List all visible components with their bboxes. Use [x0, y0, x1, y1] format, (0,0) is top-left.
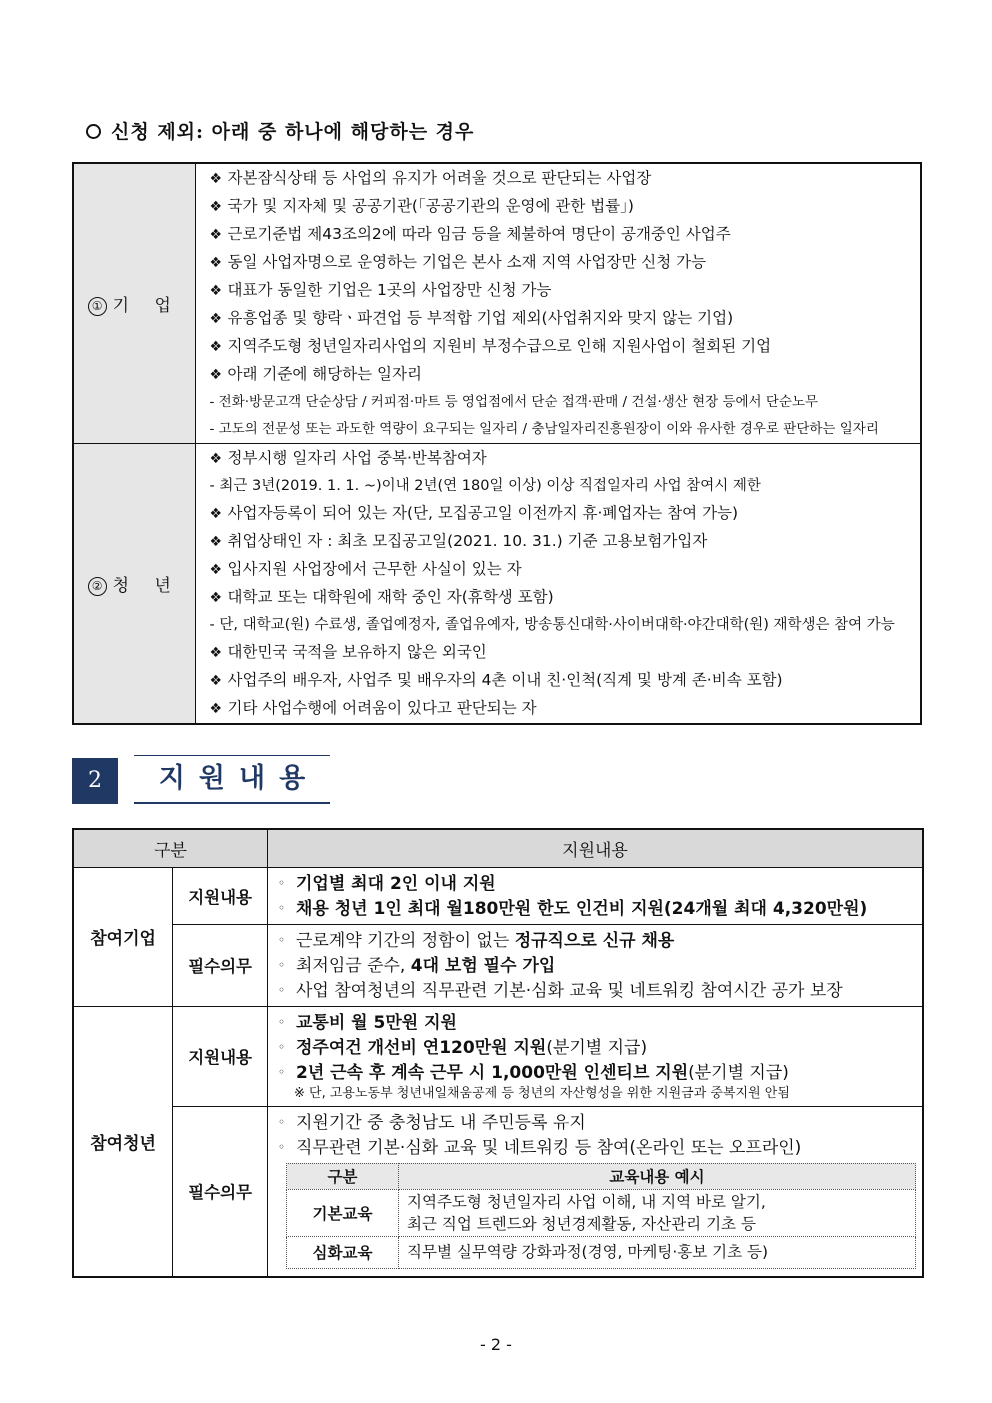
list-item-bold: 정주여건 개선비 연120만원 지원: [296, 1037, 547, 1058]
list-item: [278, 896, 916, 921]
list-item-text: 사업주의 배우자, 사업주 및 배우자의 4촌 이내 친·인척(직계 및 방계 존·비속 포함): [227, 671, 783, 689]
group-label-text: 청 년: [112, 576, 181, 596]
list-item: [278, 871, 916, 896]
list-item-text: 사업 참여청년의 직무관련 기본·심화 교육 및 네트워킹 참여시간 공가 보장: [296, 980, 843, 1001]
list-item-text: 대학교 또는 대학원에 재학 중인 자(휴학생 포함): [227, 588, 554, 606]
diamond-bullet-icon: ❖: [209, 451, 223, 467]
list-item-text: (분기별 지급): [688, 1062, 789, 1083]
list-item-text: 근로기준법 제43조의2에 따라 임금 등을 체불하여 명단이 공개중인 사업주: [227, 225, 731, 243]
edu-header-category: 구분: [287, 1163, 399, 1189]
diamond-bullet-icon: ❖: [209, 506, 223, 522]
title-top-rule: [134, 755, 330, 756]
group-body-company: [195, 163, 921, 444]
list-item: [210, 305, 917, 333]
list-item: [210, 667, 917, 695]
table-header-row: [73, 829, 923, 867]
diamond-bullet-icon: ❖: [209, 701, 223, 717]
edu-header-content: 교육내용 예시: [399, 1163, 916, 1189]
list-item-bold: 기업별 최대 2인 이내 지원: [296, 873, 496, 894]
list-item-bold: 4대 보험 필수 가입: [410, 955, 556, 976]
circle-bullet-icon: ◦: [278, 932, 286, 947]
list-item-text: 대한민국 국적을 보유하지 않은 외국인: [227, 643, 487, 661]
list-item: [210, 165, 917, 193]
list-item: [210, 221, 917, 249]
list-item-text: 입사지원 사업장에서 근무한 사실이 있는 자: [227, 560, 522, 578]
edu-basic-label: 기본교육: [287, 1189, 399, 1236]
diamond-bullet-icon: ❖: [209, 283, 223, 299]
diamond-bullet-icon: ❖: [209, 367, 223, 383]
table-row: [73, 444, 921, 725]
list-item-bold: 2년 근속 후 계속 근무 시 1,000만원 인센티브 지원: [296, 1062, 689, 1083]
list-item-bold: 정규직으로 신규 채용: [514, 930, 675, 951]
diamond-bullet-icon: ❖: [209, 590, 223, 606]
support-note: ※ 단, 고용노동부 청년내일채움공제 등 청년의 자산형성을 위한 지원금과 중복지원 안됨: [294, 1085, 790, 1101]
section-title: 지원내용: [134, 758, 330, 804]
list-item: [210, 445, 917, 473]
list-item: [278, 978, 916, 1003]
circle-bullet-icon: ◦: [278, 1039, 286, 1054]
group-body-youth: [195, 444, 921, 725]
group-label-company: [73, 163, 195, 444]
table-row: [287, 1189, 916, 1236]
sub-duty: 필수의무: [173, 1106, 268, 1277]
diamond-bullet-icon: ❖: [209, 255, 223, 271]
list-item: [210, 361, 917, 389]
list-item: [210, 584, 917, 612]
header-category: 구분: [73, 829, 268, 867]
circle-bullet-icon: ◦: [278, 957, 286, 972]
list-item: [210, 556, 917, 584]
youth-support-content: [268, 1006, 924, 1106]
diamond-bullet-icon: ❖: [209, 311, 223, 327]
table-row: [73, 163, 921, 444]
circle-bullet-icon: ◦: [278, 875, 286, 890]
list-item: [278, 1060, 916, 1085]
list-item: [210, 639, 917, 667]
circle-bullet-icon: [86, 124, 101, 139]
list-item: [278, 1110, 916, 1135]
circle-bullet-icon: ◦: [278, 1114, 286, 1129]
circle-bullet-icon: ◦: [278, 900, 286, 915]
list-item-text: 자본잠식상태 등 사업의 유지가 어려울 것으로 판단되는 사업장: [227, 169, 652, 187]
section-heading: [86, 117, 474, 144]
youth-duty-content: [268, 1106, 924, 1277]
circle-bullet-icon: ◦: [278, 1064, 286, 1079]
group-company: 참여기업: [73, 867, 173, 1006]
circle-bullet-icon: ◦: [278, 1139, 286, 1154]
list-item-text: 근로계약 기간의 정함이 없는: [296, 930, 515, 951]
diamond-bullet-icon: ❖: [209, 645, 223, 661]
circled-number: ①: [88, 297, 107, 316]
exclusion-table: [72, 162, 922, 725]
list-item: [210, 249, 917, 277]
diamond-bullet-icon: ❖: [209, 227, 223, 243]
header-content: 지원내용: [268, 829, 924, 867]
sub-item: - 단, 대학교(원) 수료생, 졸업예정자, 졸업유예자, 방송통신대학·사이버대학·야간대학(원) 재학생은 참여 가능: [209, 617, 895, 633]
circle-bullet-icon: ◦: [278, 982, 286, 997]
sub-item: - 전화·방문고객 단순상담 / 커피점·마트 등 영업점에서 단순 접객·판매 / 건설·생산 현장 등에서 단순노무: [209, 394, 819, 410]
support-table: [72, 828, 924, 1278]
list-item-bold: 교통비 월 5만원 지원: [296, 1012, 457, 1033]
table-row: [287, 1236, 916, 1268]
sub-support: 지원내용: [173, 867, 268, 924]
diamond-bullet-icon: ❖: [209, 534, 223, 550]
group-youth: 참여청년: [73, 1006, 173, 1277]
table-header-row: [287, 1163, 916, 1189]
sub-item: - 고도의 전문성 또는 과도한 역량이 요구되는 일자리 / 충남일자리진흥원장이 이와 유사한 경우로 판단하는 일자리: [209, 421, 879, 437]
section-number-box: 2: [72, 758, 118, 804]
list-item-bold: 채용 청년 1인 최대 월180만원 한도 인건비 지원(24개월 최대 4,320만원): [296, 898, 868, 919]
list-item: [278, 1010, 916, 1035]
list-item: [278, 953, 916, 978]
list-item-text: 유흥업종 및 향락ㆍ파견업 등 부적합 기업 제외(사업취지와 맞지 않는 기업): [227, 309, 734, 327]
list-item: [210, 193, 917, 221]
table-row: [73, 1106, 923, 1277]
list-item-text: 사업자등록이 되어 있는 자(단, 모집공고일 이전까지 휴·폐업자는 참여 가능): [227, 504, 739, 522]
circle-bullet-icon: ◦: [278, 1014, 286, 1029]
list-item-text: 직무관련 기본·심화 교육 및 네트워킹 등 참여(온라인 또는 오프라인): [296, 1137, 802, 1158]
diamond-bullet-icon: ❖: [209, 199, 223, 215]
company-duty-content: [268, 924, 924, 1006]
sub-item: - 최근 3년(2019. 1. 1. ~)이내 2년(연 180일 이상) 이상 직접일자리 사업 참여시 제한: [209, 478, 761, 494]
diamond-bullet-icon: ❖: [209, 673, 223, 689]
education-table: [286, 1163, 916, 1269]
list-item: [278, 928, 916, 953]
list-item-text: (분기별 지급): [546, 1037, 648, 1058]
list-item-text: 대표가 동일한 기업은 1곳의 사업장만 신청 가능: [227, 281, 552, 299]
circled-number: ②: [88, 577, 107, 596]
list-item: [210, 528, 917, 556]
section-heading-text: 신청 제외: 아래 중 하나에 해당하는 경우: [111, 121, 475, 143]
list-item: [210, 500, 917, 528]
list-item-text: 정부시행 일자리 사업 중복·반복참여자: [227, 449, 487, 467]
edu-line: 최근 직업 트렌드와 청년경제활동, 자산관리 기초 등: [407, 1214, 756, 1233]
page-number: - 2 -: [480, 1335, 512, 1354]
list-item-text: 기타 사업수행에 어려움이 있다고 판단되는 자: [227, 699, 537, 717]
table-row: [73, 1006, 923, 1106]
diamond-bullet-icon: ❖: [209, 339, 223, 355]
list-item-text: 최저임금 준수,: [296, 955, 411, 976]
group-label-youth: [73, 444, 195, 725]
diamond-bullet-icon: ❖: [209, 562, 223, 578]
list-item-text: 국가 및 지자체 및 공공기관(「공공기관의 운영에 관한 법률」): [227, 197, 634, 215]
edu-line: 지역주도형 청년일자리 사업 이해, 내 지역 바로 알기,: [407, 1192, 766, 1211]
diamond-bullet-icon: ❖: [209, 171, 223, 187]
list-item: [210, 277, 917, 305]
edu-basic-content: [399, 1189, 916, 1236]
list-item: [210, 695, 917, 723]
company-support-content: [268, 867, 924, 924]
list-item-text: 동일 사업자명으로 운영하는 기업은 본사 소재 지역 사업장만 신청 가능: [227, 253, 707, 271]
list-item-text: 지원기간 중 충청남도 내 주민등록 유지: [296, 1112, 586, 1133]
edu-advanced-label: 심화교육: [287, 1236, 399, 1268]
list-item-text: 아래 기준에 해당하는 일자리: [227, 365, 422, 383]
table-row: [73, 867, 923, 924]
sub-support: 지원내용: [173, 1006, 268, 1106]
group-label-text: 기 업: [112, 296, 181, 316]
list-item: [278, 1135, 916, 1160]
table-row: [73, 924, 923, 1006]
list-item-text: 지역주도형 청년일자리사업의 지원비 부정수급으로 인해 지원사업이 철회된 기업: [227, 337, 772, 355]
list-item-text: 취업상태인 자 : 최초 모집공고일(2021. 10. 31.) 기준 고용보험가입자: [227, 532, 708, 550]
sub-duty: 필수의무: [173, 924, 268, 1006]
edu-advanced-content: 직무별 실무역량 강화과정(경영, 마케팅·홍보 기초 등): [399, 1236, 916, 1268]
list-item: [278, 1035, 916, 1060]
list-item: [210, 333, 917, 361]
